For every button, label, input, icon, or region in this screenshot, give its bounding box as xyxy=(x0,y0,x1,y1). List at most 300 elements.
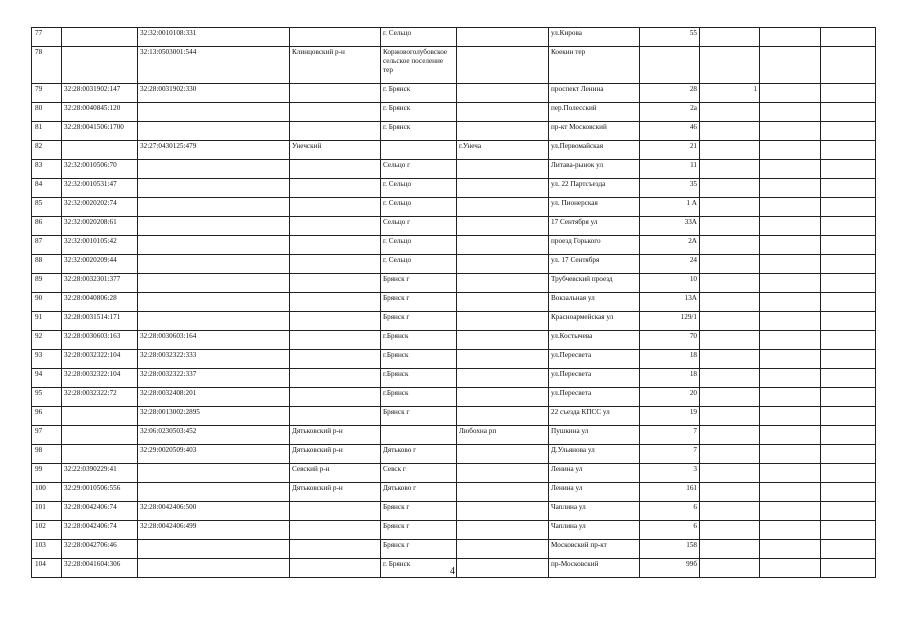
cell-street: 17 Сентября ул xyxy=(549,217,640,236)
cell-settlement: г. Брянск xyxy=(381,103,457,122)
cell-extra-col-11 xyxy=(821,312,876,331)
cell-street: пр-кт Московский xyxy=(549,122,640,141)
table-row xyxy=(32,236,876,255)
cell-cadastral-number-land: 32:28:0040845:120 xyxy=(62,103,138,122)
table-row xyxy=(32,274,876,293)
table-row xyxy=(32,141,876,160)
cell-settlement: Брянск г xyxy=(381,274,457,293)
cell-district xyxy=(290,236,381,255)
cell-row-number: 82 xyxy=(32,141,62,160)
cell-extra-col-10 xyxy=(760,426,821,445)
cell-extra-col-11 xyxy=(821,426,876,445)
cell-extra-col-11 xyxy=(821,369,876,388)
cell-building-number xyxy=(700,407,760,426)
cell-district xyxy=(290,502,381,521)
cell-locality xyxy=(457,160,549,179)
cell-extra-col-10 xyxy=(760,47,821,84)
cell-district: Клинцовский р-н xyxy=(290,47,381,84)
cell-settlement: г. Брянск xyxy=(381,559,457,578)
cell-cadastral-number-land: 32:28:0042406:74 xyxy=(62,502,138,521)
cell-locality xyxy=(457,331,549,350)
cell-district xyxy=(290,521,381,540)
cell-building-number xyxy=(700,236,760,255)
table-row xyxy=(32,521,876,540)
cell-building-number xyxy=(700,217,760,236)
cell-building-number xyxy=(700,445,760,464)
cell-extra-col-11 xyxy=(821,388,876,407)
cell-street: Чаплина ул xyxy=(549,521,640,540)
table-row xyxy=(32,445,876,464)
cell-row-number: 79 xyxy=(32,84,62,103)
cell-settlement: Брянск г xyxy=(381,293,457,312)
cell-street: ул. 22 Партсъезда xyxy=(549,179,640,198)
cell-locality xyxy=(457,274,549,293)
cell-extra-col-10 xyxy=(760,198,821,217)
table-row xyxy=(32,331,876,350)
cell-cadastral-number-land xyxy=(62,445,138,464)
cell-district xyxy=(290,350,381,369)
table-row xyxy=(32,160,876,179)
cell-house-number: 7 xyxy=(640,445,700,464)
cell-row-number: 98 xyxy=(32,445,62,464)
cell-extra-col-11 xyxy=(821,540,876,559)
cell-extra-col-10 xyxy=(760,179,821,198)
cell-cadastral-number-building: 32:28:0032322:337 xyxy=(138,369,290,388)
cell-extra-col-11 xyxy=(821,274,876,293)
cell-extra-col-11 xyxy=(821,217,876,236)
cell-settlement: Брянск г xyxy=(381,407,457,426)
cell-cadastral-number-land xyxy=(62,426,138,445)
cell-row-number: 81 xyxy=(32,122,62,141)
cell-district xyxy=(290,84,381,103)
cell-extra-col-11 xyxy=(821,28,876,47)
cell-cadastral-number-land: 32:28:0032301:377 xyxy=(62,274,138,293)
cell-row-number: 94 xyxy=(32,369,62,388)
cell-settlement: г.Брянск xyxy=(381,331,457,350)
cell-settlement: Брянск г xyxy=(381,521,457,540)
cell-settlement: г. Брянск xyxy=(381,122,457,141)
cell-house-number: 20 xyxy=(640,388,700,407)
cell-row-number: 80 xyxy=(32,103,62,122)
property-table xyxy=(31,27,876,578)
cell-street: Литава-рынок ул xyxy=(549,160,640,179)
table-row xyxy=(32,407,876,426)
cell-cadastral-number-building xyxy=(138,198,290,217)
cell-building-number xyxy=(700,331,760,350)
table-body xyxy=(32,28,876,578)
cell-extra-col-11 xyxy=(821,84,876,103)
cell-extra-col-10 xyxy=(760,84,821,103)
cell-building-number xyxy=(700,388,760,407)
cell-street: Пушкина ул xyxy=(549,426,640,445)
cell-district xyxy=(290,103,381,122)
cell-cadastral-number-land: 32:28:0040806:28 xyxy=(62,293,138,312)
table-row xyxy=(32,103,876,122)
cell-extra-col-11 xyxy=(821,445,876,464)
cell-settlement: г. Сельцо xyxy=(381,198,457,217)
cell-locality xyxy=(457,464,549,483)
cell-settlement: г.Брянск xyxy=(381,388,457,407)
cell-cadastral-number-building: 32:28:0013002:2895 xyxy=(138,407,290,426)
cell-cadastral-number-building xyxy=(138,236,290,255)
cell-locality xyxy=(457,122,549,141)
cell-district xyxy=(290,255,381,274)
cell-extra-col-11 xyxy=(821,141,876,160)
cell-extra-col-10 xyxy=(760,350,821,369)
cell-cadastral-number-land: 32:28:0030603:163 xyxy=(62,331,138,350)
cell-extra-col-10 xyxy=(760,369,821,388)
cell-street: проспект Ленина xyxy=(549,84,640,103)
cell-locality xyxy=(457,293,549,312)
cell-building-number: 1 xyxy=(700,84,760,103)
cell-row-number: 100 xyxy=(32,483,62,502)
cell-house-number: 28 xyxy=(640,84,700,103)
cell-cadastral-number-building xyxy=(138,483,290,502)
cell-building-number xyxy=(700,255,760,274)
cell-locality: г.Унеча xyxy=(457,141,549,160)
cell-row-number: 102 xyxy=(32,521,62,540)
cell-street: проезд Горького xyxy=(549,236,640,255)
cell-extra-col-10 xyxy=(760,141,821,160)
cell-row-number: 93 xyxy=(32,350,62,369)
cell-row-number: 86 xyxy=(32,217,62,236)
cell-extra-col-10 xyxy=(760,160,821,179)
cell-extra-col-11 xyxy=(821,502,876,521)
cell-building-number xyxy=(700,103,760,122)
cell-street: Вокзальная ул xyxy=(549,293,640,312)
cell-cadastral-number-building: 32:28:0031902:330 xyxy=(138,84,290,103)
cell-locality xyxy=(457,407,549,426)
cell-district xyxy=(290,407,381,426)
cell-row-number: 77 xyxy=(32,28,62,47)
cell-locality xyxy=(457,483,549,502)
cell-locality xyxy=(457,217,549,236)
cell-street: Красноармейская ул xyxy=(549,312,640,331)
cell-district xyxy=(290,369,381,388)
cell-row-number: 91 xyxy=(32,312,62,331)
cell-extra-col-10 xyxy=(760,103,821,122)
cell-extra-col-11 xyxy=(821,293,876,312)
cell-extra-col-10 xyxy=(760,122,821,141)
cell-building-number xyxy=(700,483,760,502)
cell-district xyxy=(290,274,381,293)
cell-cadastral-number-building xyxy=(138,255,290,274)
cell-district: Дятьковский р-н xyxy=(290,445,381,464)
cell-house-number: 13А xyxy=(640,293,700,312)
cell-settlement: Дятьково г xyxy=(381,445,457,464)
table-row xyxy=(32,540,876,559)
table-row xyxy=(32,255,876,274)
cell-extra-col-11 xyxy=(821,179,876,198)
cell-district xyxy=(290,540,381,559)
cell-cadastral-number-building xyxy=(138,122,290,141)
cell-house-number: 2а xyxy=(640,103,700,122)
cell-settlement xyxy=(381,141,457,160)
cell-extra-col-11 xyxy=(821,464,876,483)
cell-cadastral-number-land xyxy=(62,28,138,47)
cell-cadastral-number-land: 32:32:0020209:44 xyxy=(62,255,138,274)
cell-settlement xyxy=(381,426,457,445)
cell-locality xyxy=(457,540,549,559)
table-row xyxy=(32,502,876,521)
cell-building-number xyxy=(700,464,760,483)
cell-cadastral-number-land xyxy=(62,141,138,160)
cell-row-number: 96 xyxy=(32,407,62,426)
cell-extra-col-10 xyxy=(760,388,821,407)
cell-building-number xyxy=(700,521,760,540)
cell-house-number: 6 xyxy=(640,502,700,521)
cell-cadastral-number-building xyxy=(138,540,290,559)
cell-row-number: 89 xyxy=(32,274,62,293)
cell-cadastral-number-land: 32:32:0010105:42 xyxy=(62,236,138,255)
cell-cadastral-number-building: 32:27:0430125:479 xyxy=(138,141,290,160)
cell-locality: Любохна рп xyxy=(457,426,549,445)
cell-street: ул.Пересвета xyxy=(549,388,640,407)
cell-building-number xyxy=(700,312,760,331)
table-row xyxy=(32,84,876,103)
cell-street: ул.Кирова xyxy=(549,28,640,47)
cell-district: Дятьковский р-н xyxy=(290,426,381,445)
cell-district xyxy=(290,331,381,350)
cell-settlement: г.Брянск xyxy=(381,369,457,388)
cell-building-number xyxy=(700,350,760,369)
cell-row-number: 87 xyxy=(32,236,62,255)
cell-house-number: 18 xyxy=(640,369,700,388)
cell-extra-col-11 xyxy=(821,483,876,502)
cell-building-number xyxy=(700,426,760,445)
cell-locality xyxy=(457,350,549,369)
cell-settlement: Коржовоголубовское сельское поселение тер xyxy=(381,47,457,84)
cell-building-number xyxy=(700,47,760,84)
cell-extra-col-10 xyxy=(760,255,821,274)
cell-cadastral-number-building: 32:28:0030603:164 xyxy=(138,331,290,350)
cell-settlement: Севск г xyxy=(381,464,457,483)
cell-extra-col-11 xyxy=(821,236,876,255)
cell-row-number: 92 xyxy=(32,331,62,350)
cell-settlement: Сельцо г xyxy=(381,217,457,236)
cell-house-number: 33А xyxy=(640,217,700,236)
cell-street: Ленина ул xyxy=(549,464,640,483)
cell-house-number: 24 xyxy=(640,255,700,274)
cell-extra-col-11 xyxy=(821,407,876,426)
cell-street: пр-Московский xyxy=(549,559,640,578)
table-row xyxy=(32,464,876,483)
cell-locality xyxy=(457,28,549,47)
cell-settlement: Сельцо г xyxy=(381,160,457,179)
cell-cadastral-number-building: 32:06:0230503:452 xyxy=(138,426,290,445)
cell-extra-col-10 xyxy=(760,483,821,502)
cell-street: Чаплина ул xyxy=(549,502,640,521)
cell-cadastral-number-land: 32:28:0032322:104 xyxy=(62,350,138,369)
cell-row-number: 83 xyxy=(32,160,62,179)
cell-street: Московский пр-кт xyxy=(549,540,640,559)
table-row xyxy=(32,312,876,331)
cell-house-number: 7 xyxy=(640,426,700,445)
table-row xyxy=(32,28,876,47)
cell-building-number xyxy=(700,179,760,198)
cell-house-number: 46 xyxy=(640,122,700,141)
cell-settlement: Брянск г xyxy=(381,312,457,331)
cell-district xyxy=(290,312,381,331)
cell-extra-col-10 xyxy=(760,293,821,312)
cell-cadastral-number-land: 32:29:0010506:556 xyxy=(62,483,138,502)
cell-extra-col-11 xyxy=(821,255,876,274)
cell-district: Севский р-н xyxy=(290,464,381,483)
cell-extra-col-10 xyxy=(760,217,821,236)
cell-extra-col-10 xyxy=(760,502,821,521)
cell-cadastral-number-land xyxy=(62,47,138,84)
cell-building-number xyxy=(700,502,760,521)
cell-building-number xyxy=(700,160,760,179)
cell-row-number: 85 xyxy=(32,198,62,217)
table-row xyxy=(32,483,876,502)
cell-cadastral-number-land xyxy=(62,407,138,426)
cell-locality xyxy=(457,198,549,217)
cell-street: ул.Пересвета xyxy=(549,350,640,369)
cell-cadastral-number-land: 32:32:0020208:61 xyxy=(62,217,138,236)
cell-settlement: Дятьково г xyxy=(381,483,457,502)
cell-extra-col-10 xyxy=(760,236,821,255)
cell-house-number: 18 xyxy=(640,350,700,369)
cell-district xyxy=(290,217,381,236)
cell-house-number: 19 xyxy=(640,407,700,426)
cell-cadastral-number-land: 32:28:0041604:306 xyxy=(62,559,138,578)
cell-house-number: 99б xyxy=(640,559,700,578)
table-row xyxy=(32,350,876,369)
cell-extra-col-11 xyxy=(821,331,876,350)
cell-extra-col-11 xyxy=(821,198,876,217)
page-number: 4 xyxy=(450,566,455,577)
cell-cadastral-number-building: 32:28:0032322:333 xyxy=(138,350,290,369)
cell-locality xyxy=(457,236,549,255)
cell-extra-col-10 xyxy=(760,540,821,559)
cell-street: Д.Ульянова ул xyxy=(549,445,640,464)
cell-row-number: 104 xyxy=(32,559,62,578)
cell-cadastral-number-building: 32:28:0042406:499 xyxy=(138,521,290,540)
table-row xyxy=(32,217,876,236)
cell-house-number xyxy=(640,47,700,84)
cell-house-number: 161 xyxy=(640,483,700,502)
cell-street: Коекин тер xyxy=(549,47,640,84)
cell-street: ул.Пересвета xyxy=(549,369,640,388)
cell-district xyxy=(290,160,381,179)
cell-street: ул. Пионерская xyxy=(549,198,640,217)
cell-street: пер.Полесский xyxy=(549,103,640,122)
cell-cadastral-number-building: 32:28:0032408:201 xyxy=(138,388,290,407)
cell-cadastral-number-building xyxy=(138,103,290,122)
cell-settlement: Брянск г xyxy=(381,540,457,559)
cell-settlement: г. Сельцо xyxy=(381,179,457,198)
cell-extra-col-10 xyxy=(760,445,821,464)
cell-cadastral-number-land: 32:28:0041506:1700 xyxy=(62,122,138,141)
cell-house-number: 6 xyxy=(640,521,700,540)
cell-street: ул. 17 Сентября xyxy=(549,255,640,274)
cell-street: 22 съезда КПСС ул xyxy=(549,407,640,426)
cell-cadastral-number-land: 32:32:0010506:70 xyxy=(62,160,138,179)
cell-row-number: 78 xyxy=(32,47,62,84)
cell-house-number: 55 xyxy=(640,28,700,47)
cell-district: Унечский xyxy=(290,141,381,160)
cell-row-number: 103 xyxy=(32,540,62,559)
cell-street: ул.Костычева xyxy=(549,331,640,350)
cell-cadastral-number-land: 32:22:0390229:41 xyxy=(62,464,138,483)
cell-building-number xyxy=(700,198,760,217)
cell-extra-col-11 xyxy=(821,521,876,540)
cell-cadastral-number-land: 32:28:0031514:171 xyxy=(62,312,138,331)
cell-cadastral-number-land: 32:28:0032322:104 xyxy=(62,369,138,388)
cell-extra-col-10 xyxy=(760,274,821,293)
cell-building-number xyxy=(700,141,760,160)
cell-cadastral-number-building xyxy=(138,274,290,293)
cell-district xyxy=(290,179,381,198)
cell-cadastral-number-land: 32:28:0032322:72 xyxy=(62,388,138,407)
cell-settlement: г. Брянск xyxy=(381,84,457,103)
cell-district xyxy=(290,122,381,141)
cell-house-number: 70 xyxy=(640,331,700,350)
cell-row-number: 90 xyxy=(32,293,62,312)
table-row xyxy=(32,122,876,141)
cell-district xyxy=(290,293,381,312)
cell-house-number: 3 xyxy=(640,464,700,483)
cell-settlement: г. Сельцо xyxy=(381,255,457,274)
cell-row-number: 97 xyxy=(32,426,62,445)
cell-locality xyxy=(457,388,549,407)
cell-cadastral-number-building: 32:13:0503001:544 xyxy=(138,47,290,84)
cell-house-number: 21 xyxy=(640,141,700,160)
cell-settlement: Брянск г xyxy=(381,502,457,521)
cell-extra-col-10 xyxy=(760,28,821,47)
cell-cadastral-number-building: 32:28:0042406:500 xyxy=(138,502,290,521)
cell-street: Ленина ул xyxy=(549,483,640,502)
table-row xyxy=(32,293,876,312)
cell-cadastral-number-land: 32:28:0042706:46 xyxy=(62,540,138,559)
cell-house-number: 2А xyxy=(640,236,700,255)
cell-cadastral-number-building xyxy=(138,312,290,331)
cell-cadastral-number-land: 32:28:0031902:147 xyxy=(62,84,138,103)
cell-extra-col-10 xyxy=(760,331,821,350)
cell-locality xyxy=(457,502,549,521)
cell-locality xyxy=(457,103,549,122)
cell-street: ул.Первомайская xyxy=(549,141,640,160)
cell-cadastral-number-building: 32:32:0010108:331 xyxy=(138,28,290,47)
cell-cadastral-number-building xyxy=(138,217,290,236)
cell-row-number: 88 xyxy=(32,255,62,274)
cell-cadastral-number-land: 32:32:0010531:47 xyxy=(62,179,138,198)
table-row xyxy=(32,388,876,407)
cell-extra-col-11 xyxy=(821,350,876,369)
cell-extra-col-10 xyxy=(760,407,821,426)
cell-settlement: г. Сельцо xyxy=(381,28,457,47)
cell-house-number: 11 xyxy=(640,160,700,179)
cell-extra-col-10 xyxy=(760,521,821,540)
cell-district xyxy=(290,198,381,217)
cell-building-number xyxy=(700,28,760,47)
cell-district: Дятьковский р-н xyxy=(290,483,381,502)
cell-locality xyxy=(457,521,549,540)
cell-district xyxy=(290,28,381,47)
cell-cadastral-number-building: 32:29:0020509:403 xyxy=(138,445,290,464)
cell-locality xyxy=(457,179,549,198)
table-row xyxy=(32,47,876,84)
cell-district xyxy=(290,388,381,407)
cell-house-number: 1 А xyxy=(640,198,700,217)
cell-cadastral-number-building xyxy=(138,464,290,483)
cell-extra-col-10 xyxy=(760,464,821,483)
cell-settlement: г.Брянск xyxy=(381,350,457,369)
cell-building-number xyxy=(700,274,760,293)
cell-extra-col-10 xyxy=(760,312,821,331)
cell-house-number: 10 xyxy=(640,274,700,293)
